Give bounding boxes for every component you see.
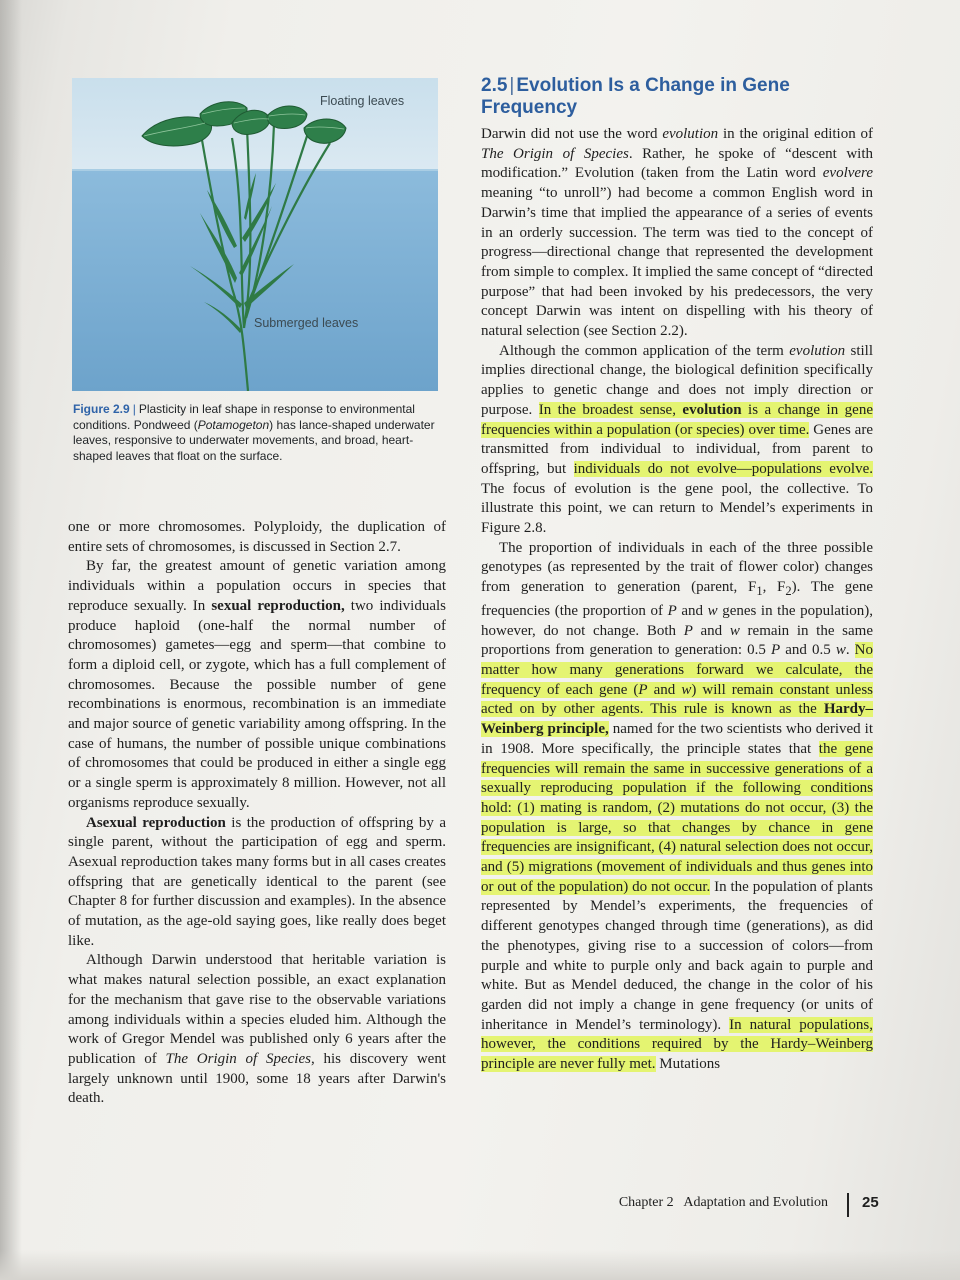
label-floating-leaves: Floating leaves	[320, 94, 405, 108]
highlight: No matter how many generations forward we calculate, the frequency of each gene (P and w) will remain constant unless acted on by other agents. This rule is known as the Hardy–Weinberg principle,	[481, 642, 873, 738]
label-submerged-leaves: Submerged leaves	[254, 316, 359, 330]
term-hardy-weinberg: Hardy–Weinberg principle,	[481, 701, 873, 738]
highlight: In the broadest sense, evolution is a change in gene frequencies within a population (or species) over time.	[481, 401, 873, 438]
left-column	[68, 518, 446, 1109]
page-footer	[600, 1193, 890, 1217]
page-number: 25	[862, 1194, 879, 1211]
paragraph: Although the common application of the term evolution still implies directional change, the biological definition specifically applies to genetic change and does not imply direction or purpose. In the broadest sense, evolution is a change in gene frequencies within a population (or species) over time. Genes are transmitted from individual to individual, from parent to offspring, but individuals do not evolve—populations evolve. The focus of evolution is the gene pool, the collective. To illustrate this point, we can return to Mendel’s experiments in Figure 2.8.	[481, 342, 874, 537]
paragraph: Although Darwin understood that heritable variation is what makes natural selection possible, an exact explanation for the mechanism that gave rise to the observable variations among individuals within a species eluded him. Although the work of Gregor Mendel was published only 6 years after the publication of The Origin of Species, his discovery went largely unknown until 1900, some 18 years after Darwin's death.	[68, 952, 446, 1107]
pondweed-illustration	[72, 78, 438, 391]
highlight: individuals do not evolve—populations evolve.	[573, 460, 873, 477]
paragraph: By far, the greatest amount of genetic variation among individuals within a population occurs in species that reproduce sexually. In sexual reproduction, two individuals produce haploid (one-half the normal number of chromosomes) gametes—egg and sperm—that combine to form a diploid cell, or zygote, which has a full complement of chromosomes. Because the possible number of gene recombinations is enormous, recombination is an immediate and major source of genetic variability among offspring. In the case of humans, the number of possible unique combinations of chromosomes that could be produced in either a single egg or a single sperm is approximately 8 million. However, not all organisms reproduce sexually.	[68, 558, 446, 811]
footer-divider	[847, 1193, 849, 1217]
highlight: In natural populations, however, the conditions required by the Hardy–Weinberg principle are never fully met.	[481, 1016, 873, 1073]
right-column	[481, 125, 873, 1075]
page-bottom-shadow	[0, 1250, 960, 1280]
paragraph: Darwin did not use the word evolution in the original edition of The Origin of Species. Rather, he spoke of “descent with modification.” Evolution (taken from the Latin word evolvere meaning “to unroll”) had become a common English word in Darwin’s time that implied the appearance of a series of events in an orderly succession. The term was tied to the concept of progress—directional change that represented the development from simple to complex. It implied the same concept of “directed purpose” that had been invoked by his predecessors, the very concept Darwin was intent on dispelling with his theory of natural selection (see Section 2.2).	[481, 126, 874, 340]
term-sexual-reproduction: sexual reproduction,	[211, 597, 345, 614]
figure-illustration	[72, 78, 438, 391]
paragraph: one or more chromosomes. Polyploidy, the duplication of entire sets of chromosomes, is discussed in Section 2.7.	[68, 519, 446, 555]
figure-caption: Figure 2.9 | Plasticity in leaf shape in response to environmental conditions. Pondweed (Potamogeton) has lance-shaped underwater leaves, responsive to underwater movements, and broad, heart-shaped leaves that float on the surface.	[73, 402, 435, 463]
highlight: the gene frequencies will remain the same in successive generations of a sexually reproducing population if the following conditions hold: (1) mating is random, (2) mutations do not occur, (3) the population is large, so that changes by chance in gene frequencies are insignificant, (4) natural selection does not occur, and (5) migrations (movement of individuals and thus genes into or out of the population) do not occur.	[481, 740, 874, 895]
section-heading: 2.5 | Evolution Is a Change in Gene Frequency	[481, 75, 790, 118]
page-gutter-shadow	[0, 0, 22, 1280]
term-asexual-reproduction: Asexual reproduction	[86, 814, 226, 831]
paragraph: Asexual reproduction is the production of offspring by a single parent, without the participation of egg and sperm. Asexual reproduction takes many forms but in all cases creates offspring that are genetically identical to the parent (see Chapter 8 for further discussion and examples). In the absence of mutation, as the age-old saying goes, like really does beget like.	[68, 814, 446, 949]
figure-number: Figure 2.9	[73, 402, 130, 416]
paragraph: The proportion of individuals in each of the three possible genotypes (as represented by the trait of flower color) changes from generation to generation (parent, $F_1$, $F_2$). The gene frequencies (the proportion of P and w genes in the population), however, do not change. Both P and w remain in the same proportions from generation to generation: 0.5 P and 0.5 w. No matter how many generations forward we calculate, the frequency of each gene (P and w) will remain constant unless acted on by other agents. This rule is known as the Hardy–Weinberg principle, named for the two scientists who derived it in 1908. More specifically, the principle states that the gene frequencies will remain the same in successive generations of a sexually reproducing population if the following conditions hold: (1) mating is random, (2) mutations do not occur, (3) the population is large, so that changes by chance in gene frequencies are insignificant, (4) natural selection does not occur, and (5) migrations (movement of individuals and thus genes into or out of the population) do not occur. In the population of plants represented by Mendel’s experiments, the frequencies of different genotypes changed through time (generations), as did the phenotypes, giving rise to a succession of colors—from purple and white to purple only and back again to purple and white. But as Mendel deduced, the change in the color of his garden did not imply a change in gene frequency (or units of inheritance in Mendel’s terminology). In natural populations, however, the conditions required by the Hardy–Weinberg principle are never fully met. Mutations	[481, 539, 874, 1073]
running-footer-chapter: Chapter 2 Adaptation and Evolution	[618, 1195, 828, 1210]
